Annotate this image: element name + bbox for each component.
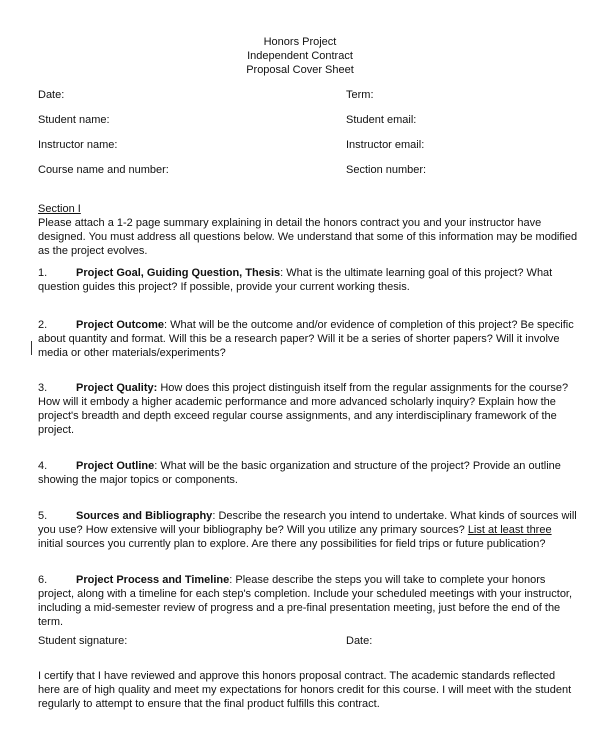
item-number: 6. bbox=[38, 574, 48, 586]
student-name-label: Student name: bbox=[38, 114, 110, 126]
header-subtitle-2: Proposal Cover Sheet bbox=[246, 64, 354, 76]
section-number-label: Section number: bbox=[346, 164, 427, 176]
header-title: Honors Project bbox=[263, 36, 337, 48]
item-text: Describe the research you intend to undertake. What kinds of sources will you use? How extensive will your bibliography be? Will you utilize any primary sources? bbox=[38, 510, 577, 536]
item-number: 2. bbox=[38, 319, 48, 331]
instructor-email-label: Instructor email: bbox=[346, 139, 425, 151]
instructor-name-label: Instructor name: bbox=[38, 139, 118, 151]
item-text: What will be the basic organization and structure of the project? Provide an outline showing the major topics or components. bbox=[38, 460, 561, 486]
item-title: Project Outline bbox=[76, 460, 155, 472]
item-text-underlined: List at least three bbox=[467, 524, 552, 536]
item-title: Sources and Bibliography bbox=[76, 510, 213, 522]
item-number: 5. bbox=[38, 510, 48, 522]
text-cursor bbox=[31, 341, 32, 355]
term-label: Term: bbox=[346, 89, 374, 101]
signature-date-label: Date: bbox=[346, 635, 373, 647]
item-title: Project Process and Timeline bbox=[76, 574, 230, 586]
item-title: Project Outcome bbox=[76, 319, 165, 331]
item-title: Project Goal, Guiding Question, Thesis bbox=[76, 267, 281, 279]
item-text-after: initial sources you currently plan to explore. Are there any possibilities for field trips or future publication? bbox=[38, 538, 546, 550]
item-2: 2. Project Outcome: What will be the outcome and/or evidence of completion of this project? Be specific about quantity and format. Will this be a research paper? Will it be a series of shorter papers? Will it involve media or other materials/experiments? bbox=[38, 319, 574, 359]
student-email-label: Student email: bbox=[346, 114, 417, 126]
item-5: 5. Sources and Bibliography: Describe the research you intend to undertake. What kinds of sources will you use? How extensive will your bibliography be? Will you utilize any primary sources? List at least three initial sources you currently plan to explore. Are there any possibilities for field trips or future publication? bbox=[38, 510, 577, 550]
item-title: Project Quality: bbox=[76, 382, 158, 394]
item-4: 4. Project Outline: What will be the basic organization and structure of the project? Provide an outline showing the major topics or components. bbox=[38, 460, 561, 486]
item-3 bbox=[38, 381, 578, 437]
item-text: What is the ultimate learning goal of this project? What question guides this project? If possible, provide your current working thesis. bbox=[38, 267, 553, 293]
item-6: 6. Project Process and Timeline: Please describe the steps you will take to complete your honors project, along with a timeline for each step's completion. Include your scheduled meetings with your instructor, including a mid-semester review of progress and a pre-final presentation meeting, just before the end of the term. bbox=[38, 574, 573, 628]
section-intro: Please attach a 1-2 page summary explaining in detail the honors contract you and your instructor have designed. You must address all questions below. We understand that some of this information may be modified as the project evolves. bbox=[38, 217, 578, 257]
item-1: 1. Project Goal, Guiding Question, Thesis: What is the ultimate learning goal of this project? What question guides this project? If possible, provide your current working thesis. bbox=[38, 267, 553, 293]
item-text: How does this project distinguish itself from the regular assignments for the course? How will it embody a higher academic performance and more advanced scholarly inquiry? Explain how the project's breadth and depth exceed regular course assignments, and any interdisciplinary framework of the project. bbox=[38, 382, 569, 436]
item-text: What will be the outcome and/or evidence of completion of this project? Be specific about quantity and format. Will this be a research paper? Will it be a series of shorter papers? Will it involve media or other materials/experiments? bbox=[38, 319, 574, 359]
header-subtitle: Independent Contract bbox=[247, 50, 353, 62]
course-name-label: Course name and number: bbox=[38, 164, 169, 176]
item-number: 3. bbox=[38, 382, 48, 394]
item-number: 4. bbox=[38, 460, 48, 472]
date-label: Date: bbox=[38, 89, 65, 101]
student-signature-label: Student signature: bbox=[38, 635, 128, 647]
certification-text: I certify that I have reviewed and approve this honors proposal contract. The academic standards reflected here are of high quality and meet my expectations for honors credit for this course. I will meet with the student regularly to attempt to ensure that the final product fulfills this contract. bbox=[38, 670, 572, 710]
item-text: Please describe the steps you will take to complete your honors project, along with a timeline for each step's completion. Include your scheduled meetings with your instructor, including a mid-semester review of progress and a pre-final presentation meeting, just before the end of the term. bbox=[38, 574, 573, 628]
section-heading: Section I bbox=[38, 203, 81, 215]
item-number: 1. bbox=[38, 267, 48, 279]
